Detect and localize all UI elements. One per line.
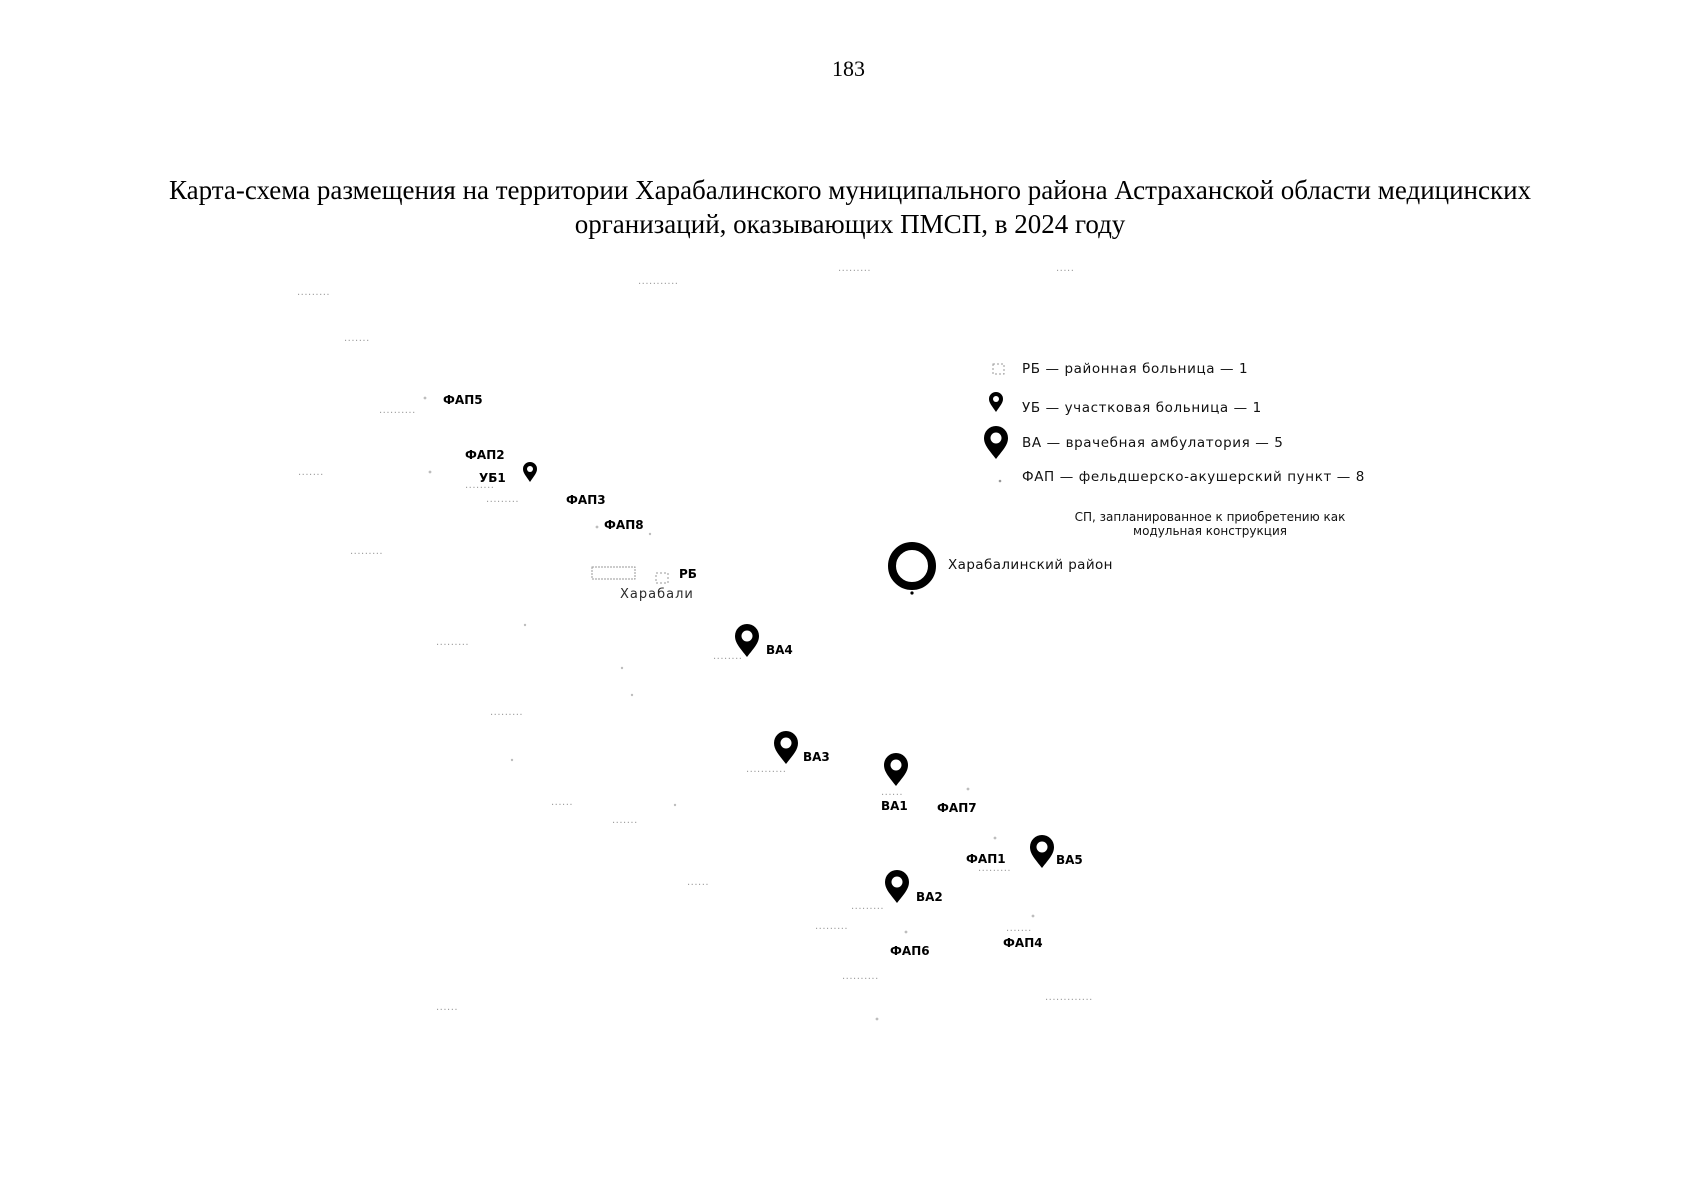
- place-label: ···········: [638, 279, 679, 290]
- town-label-kharabali: Харабали: [620, 587, 694, 602]
- facility-label-fap2: ФАП2: [465, 448, 505, 462]
- place-label: ·········: [815, 924, 849, 935]
- facility-label-va2: ВА2: [916, 890, 943, 904]
- place-label: ·········: [851, 904, 885, 915]
- place-label: ·······: [612, 818, 638, 829]
- place-label: ·········: [490, 710, 524, 721]
- va1-pin-icon: [884, 753, 908, 786]
- place-label: ·······: [298, 470, 324, 481]
- place-label: ········: [465, 483, 495, 494]
- place-label: ······: [881, 790, 904, 801]
- va5-pin-icon: [1030, 835, 1054, 868]
- place-label: ·········: [436, 640, 470, 651]
- place-label: ·········: [486, 497, 520, 508]
- page-number: 183: [832, 56, 865, 81]
- legend-rb: РБ — районная больница — 1: [1022, 361, 1249, 377]
- place-label: ·······: [344, 336, 370, 347]
- legend-va-icon: [984, 426, 1008, 459]
- facility-label-fap7: ФАП7: [937, 801, 977, 815]
- place-label: ······: [551, 800, 574, 811]
- legend-rb-icon: [993, 364, 1004, 374]
- place-label: ·········: [297, 290, 331, 301]
- va2-pin-icon: [885, 870, 909, 903]
- legend-fap: ФАП — фельдшерско-акушерский пункт — 8: [1022, 469, 1365, 485]
- facility-label-fap1: ФАП1: [966, 852, 1006, 866]
- place-label: ··········: [842, 974, 879, 985]
- legend-ub: УБ — участковая больница — 1: [1022, 400, 1262, 416]
- place-label: ·········: [838, 266, 872, 277]
- place-label: ·····: [1056, 266, 1075, 277]
- place-label: ·············: [1045, 995, 1093, 1006]
- place-label: ·········: [978, 866, 1012, 877]
- place-label: ·········: [350, 549, 384, 560]
- facility-label-fap3: ФАП3: [566, 493, 606, 507]
- facility-label-va1: ВА1: [881, 799, 908, 813]
- facility-label-va5: ВА5: [1056, 853, 1083, 867]
- facility-label-fap5: ФАП5: [443, 393, 483, 407]
- facility-label-rb: РБ: [679, 567, 697, 581]
- faint-dots: [424, 397, 1035, 1021]
- facility-label-va3: ВА3: [803, 750, 830, 764]
- facility-label-fap6: ФАП6: [890, 944, 930, 958]
- legend-fap-icon: [999, 480, 1002, 483]
- place-label: ········: [713, 654, 743, 665]
- rb-marker-icon: [656, 573, 668, 583]
- rb-town-block: [592, 567, 635, 579]
- place-label: ······: [687, 880, 710, 891]
- map-title: Карта-схема размещения на территории Харабалинского муниципального района Астраханской области медицинских организаций, оказывающих ПМСП, в 2024 году: [168, 175, 1532, 239]
- place-label: ·······: [1006, 926, 1032, 937]
- legend-note: СП, запланированное к приобретению как модульная конструкция: [1074, 510, 1346, 538]
- va4-pin-icon: [735, 624, 759, 657]
- district-ring-icon: [892, 546, 932, 595]
- place-label: ······: [436, 1005, 459, 1016]
- facility-label-va4: ВА4: [766, 643, 793, 657]
- facility-label-fap4: ФАП4: [1003, 936, 1043, 950]
- facility-label-fap8: ФАП8: [604, 518, 644, 532]
- legend-district: Харабалинский район: [948, 557, 1113, 573]
- legend-va: ВА — врачебная амбулатория — 5: [1022, 435, 1284, 451]
- place-label: ··········: [379, 408, 416, 419]
- ub1-pin-icon: [523, 462, 537, 482]
- place-label: ···········: [746, 767, 787, 778]
- va3-pin-icon: [774, 731, 798, 764]
- facility-label-ub1: УБ1: [479, 471, 506, 485]
- legend-ub-icon: [989, 392, 1003, 412]
